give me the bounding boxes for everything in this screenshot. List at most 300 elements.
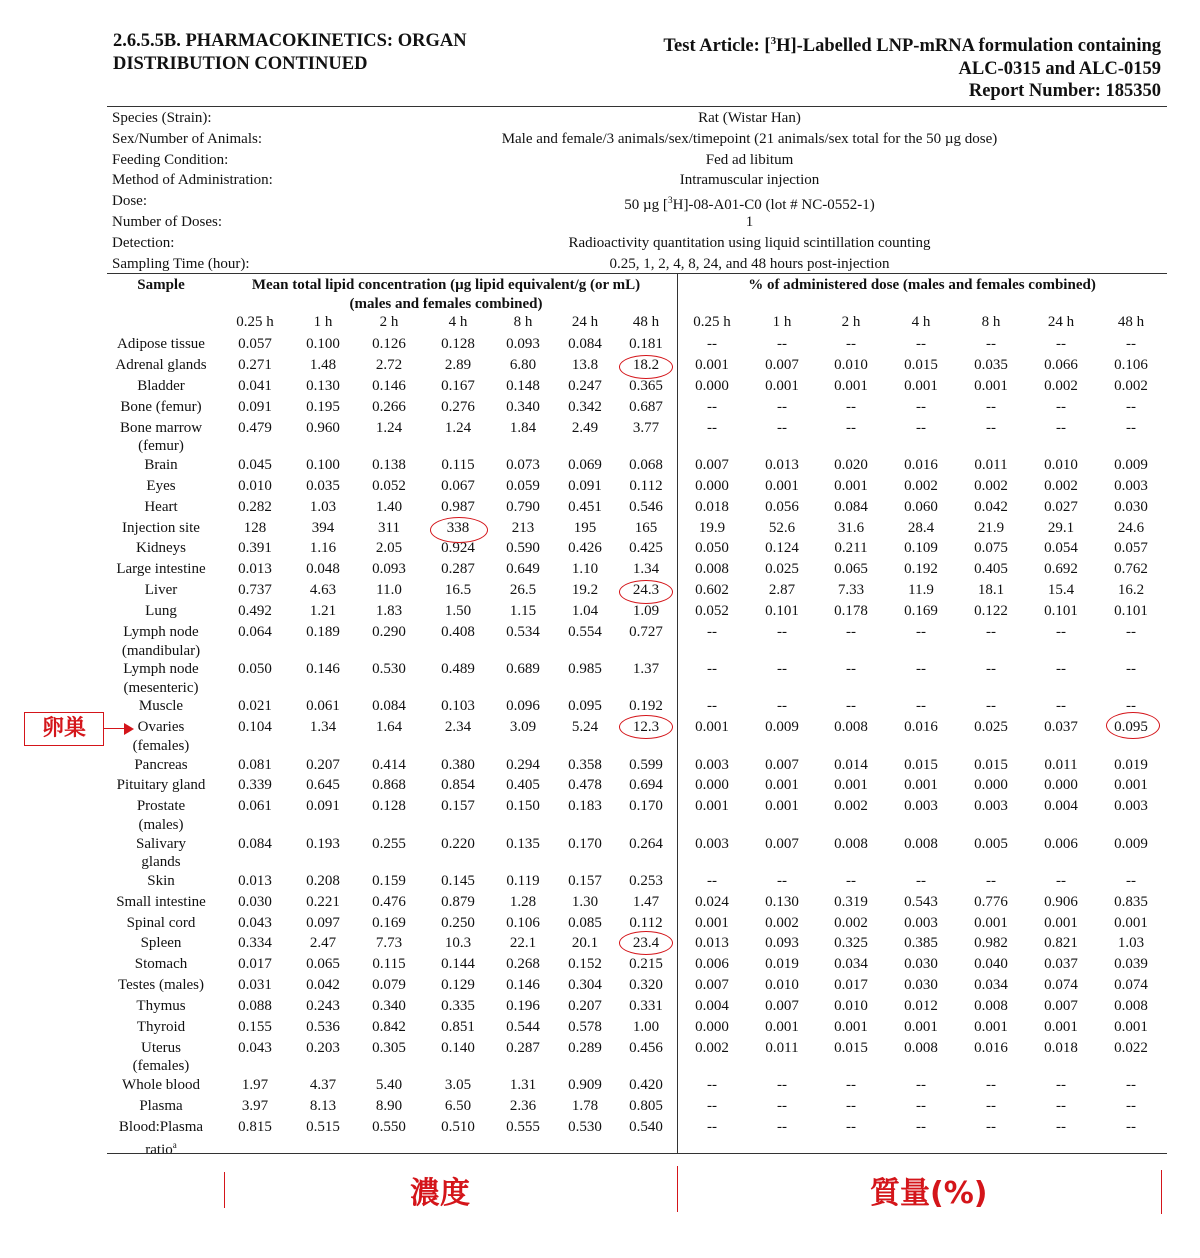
dose-percent-timepoint-header: 0.25 h xyxy=(693,314,731,330)
study-info-label: Sampling Time (hour): xyxy=(112,255,250,272)
concentration-cell: 0.144 xyxy=(441,956,475,973)
concentration-cell: 0.112 xyxy=(629,914,663,931)
dose-percent-cell: -- xyxy=(707,1077,717,1094)
concentration-cell: 0.250 xyxy=(441,914,475,931)
concentration-cell: 0.106 xyxy=(506,914,540,931)
sample-name: Large intestine xyxy=(116,561,206,578)
concentration-cell: 0.140 xyxy=(441,1039,475,1056)
dose-percent-cell: -- xyxy=(777,1118,787,1135)
sample-name: Thymus xyxy=(136,998,186,1015)
concentration-cell: 0.069 xyxy=(568,456,602,473)
dose-percent-cell: 0.040 xyxy=(974,956,1008,973)
dose-percent-cell: 0.001 xyxy=(765,777,799,794)
sample-name: Lymph node (mesenteric) xyxy=(123,661,199,696)
concentration-cell: 394 xyxy=(311,519,335,536)
concentration-cell: 213 xyxy=(511,519,535,536)
dose-percent-cell: 0.060 xyxy=(904,498,938,515)
dose-percent-cell: 0.001 xyxy=(834,1019,868,1035)
dose-percent-cell: -- xyxy=(916,1098,926,1114)
dose-percent-cell: 0.002 xyxy=(834,914,868,931)
dose-percent-cell: 0.192 xyxy=(904,561,938,578)
dose-percent-cell: -- xyxy=(986,1077,996,1094)
dose-percent-cell: 0.009 xyxy=(1114,456,1148,473)
concentration-timepoint-header: 0.25 h xyxy=(236,314,274,330)
dose-percent-cell: 0.004 xyxy=(1044,798,1078,815)
concentration-cell: 0.013 xyxy=(238,561,272,578)
concentration-cell: 5.40 xyxy=(375,1077,403,1094)
section-title-line1: 2.6.5.5B. PHARMACOKINETICS: ORGAN xyxy=(113,31,467,51)
concentration-cell: 0.391 xyxy=(238,540,272,557)
dose-percent-cell: 31.6 xyxy=(837,519,865,536)
concentration-cell: 0.183 xyxy=(568,798,602,815)
dose-percent-cell: 0.101 xyxy=(765,603,799,620)
concentration-cell: 0.290 xyxy=(372,624,406,640)
dose-percent-cell: -- xyxy=(1056,661,1066,678)
dose-percent-cell: 0.054 xyxy=(1044,540,1078,557)
concentration-cell: 1.78 xyxy=(571,1098,599,1114)
sample-name: Testes (males) xyxy=(117,977,204,994)
dose-percent-cell: 0.007 xyxy=(1044,998,1078,1015)
dose-percent-cell: -- xyxy=(777,1077,787,1094)
dose-percent-cell: 0.000 xyxy=(695,1019,729,1035)
concentration-cell: 0.335 xyxy=(441,998,475,1015)
sample-name: Skin xyxy=(147,872,175,889)
dose-percent-cell: 0.821 xyxy=(1044,935,1078,952)
dose-percent-cell: 0.130 xyxy=(765,893,799,910)
concentration-cell: 0.534 xyxy=(506,624,540,640)
dose-percent-cell: 0.001 xyxy=(1114,1019,1148,1035)
dose-percent-cell: 0.056 xyxy=(765,498,799,515)
concentration-cell: 128 xyxy=(243,519,267,536)
sample-name: Brain xyxy=(144,456,178,473)
dose-percent-cell: 0.013 xyxy=(695,935,729,952)
concentration-cell: 0.207 xyxy=(568,998,602,1015)
dose-percent-cell: 0.000 xyxy=(695,377,729,394)
dose-percent-cell: 0.075 xyxy=(974,540,1008,557)
concentration-cell: 195 xyxy=(573,519,597,536)
concentration-cell: 3.09 xyxy=(509,719,537,736)
dose-percent-cell: 0.000 xyxy=(974,777,1008,794)
concentration-cell: 0.266 xyxy=(372,398,406,415)
dose-percent-timepoint-header: 2 h xyxy=(841,314,861,330)
dose-percent-cell: 0.034 xyxy=(974,977,1008,994)
dose-percent-cell: 0.835 xyxy=(1114,893,1148,910)
study-info-value: Radioactivity quantitation using liquid scintillation counting xyxy=(568,234,931,251)
dose-percent-cell: 0.003 xyxy=(974,798,1008,815)
concentration-cell: 0.255 xyxy=(372,835,406,852)
dose-percent-cell: 0.007 xyxy=(695,456,729,473)
dose-percent-cell: 0.003 xyxy=(1114,798,1148,815)
concentration-cell: 2.36 xyxy=(509,1098,537,1114)
dose-percent-cell: 0.122 xyxy=(974,603,1008,620)
concentration-cell: 1.03 xyxy=(309,498,337,515)
dose-percent-cell: 2.87 xyxy=(768,582,796,599)
study-info-value: 50 µg [$^3$H]-08-A01-C0 (lot # NC-0552-1) xyxy=(624,196,875,214)
concentration-cell: 2.47 xyxy=(309,935,337,952)
dose-percent-cell: 0.003 xyxy=(695,756,729,773)
dose-percent-cell: 0.024 xyxy=(695,893,729,910)
dose-percent-cell: 0.001 xyxy=(834,377,868,394)
concentration-cell: 2.49 xyxy=(571,419,599,436)
concentration-cell: 0.119 xyxy=(506,872,540,889)
dose-percent-cell: 0.011 xyxy=(765,1039,799,1056)
sample-name: Lymph node (mandibular) xyxy=(121,624,201,659)
sample-name: Adrenal glands xyxy=(115,356,207,373)
dose-percent-cell: -- xyxy=(707,698,717,715)
concentration-cell: 0.276 xyxy=(441,398,475,415)
concentration-cell: 0.189 xyxy=(306,624,340,640)
dose-percent-cell: 0.001 xyxy=(974,377,1008,394)
dose-percent-cell: 0.405 xyxy=(974,561,1008,578)
sample-name: Muscle xyxy=(138,698,184,715)
dose-percent-cell: 0.009 xyxy=(1114,835,1148,852)
concentration-cell: 0.135 xyxy=(506,835,540,852)
concentration-cell: 0.097 xyxy=(306,914,340,931)
dose-percent-cell: -- xyxy=(916,1077,926,1094)
dose-percent-cell: 0.001 xyxy=(765,377,799,394)
concentration-cell: 2.89 xyxy=(444,356,472,373)
concentration-cell: 0.540 xyxy=(629,1118,663,1135)
concentration-cell: 1.21 xyxy=(309,603,337,620)
dose-percent-cell: -- xyxy=(986,872,996,889)
dose-percent-cell: 0.008 xyxy=(974,998,1008,1015)
concentration-cell: 0.112 xyxy=(629,477,663,494)
dose-percent-cell: 21.9 xyxy=(977,519,1005,536)
concentration-cell: 0.478 xyxy=(568,777,602,794)
dose-percent-cell: 0.066 xyxy=(1044,356,1078,373)
concentration-cell: 1.50 xyxy=(444,603,472,620)
mass-bracket-right xyxy=(1161,1170,1162,1214)
concentration-cell: 5.24 xyxy=(571,719,599,736)
dose-percent-cell: -- xyxy=(846,419,856,436)
dose-percent-cell: 0.385 xyxy=(904,935,938,952)
study-info-value: Fed ad libitum xyxy=(705,151,794,168)
dose-percent-cell: 0.001 xyxy=(1044,914,1078,931)
concentration-cell: 0.167 xyxy=(441,377,475,394)
concentration-cell: 0.085 xyxy=(568,914,602,931)
dose-percent-cell: 0.034 xyxy=(834,956,868,973)
dose-percent-timepoint-header: 4 h xyxy=(911,314,931,330)
concentration-cell: 0.079 xyxy=(372,977,406,994)
dose-percent-cell: -- xyxy=(846,661,856,678)
concentration-cell: 1.47 xyxy=(632,893,660,910)
dose-percent-cell: 0.762 xyxy=(1114,561,1148,578)
concentration-cell: 0.196 xyxy=(506,998,540,1015)
concentration-cell: 0.061 xyxy=(306,698,340,715)
concentration-cell: 0.339 xyxy=(238,777,272,794)
dose-percent-cell: 0.037 xyxy=(1044,956,1078,973)
sample-name: Thyroid xyxy=(136,1019,186,1035)
dose-percent-cell: 0.008 xyxy=(904,1039,938,1056)
dose-percent-cell: -- xyxy=(916,336,926,352)
dose-percent-cell: 0.015 xyxy=(904,356,938,373)
concentration-cell: 0.043 xyxy=(238,1039,272,1056)
concentration-cell: 1.15 xyxy=(509,603,537,620)
concentration-cell: 0.052 xyxy=(372,477,406,494)
dose-percent-cell: 52.6 xyxy=(768,519,796,536)
concentration-cell: 0.057 xyxy=(238,336,272,352)
concentration-cell: 0.510 xyxy=(441,1118,475,1135)
dose-percent-cell: -- xyxy=(846,624,856,640)
dose-percent-cell: 0.027 xyxy=(1044,498,1078,515)
concentration-cell: 0.045 xyxy=(238,456,272,473)
sample-name: Stomach xyxy=(134,956,188,973)
sample-name: Heart xyxy=(144,498,178,515)
dose-percent-cell: -- xyxy=(846,1098,856,1114)
dose-percent-cell: -- xyxy=(1056,698,1066,715)
dose-percent-cell: 0.002 xyxy=(1044,377,1078,394)
concentration-cell: 0.100 xyxy=(306,456,340,473)
dose-percent-cell: -- xyxy=(777,419,787,436)
concentration-cell: 1.83 xyxy=(375,603,403,620)
concentration-cell: 0.096 xyxy=(506,698,540,715)
concentration-cell: 13.8 xyxy=(571,356,599,373)
dose-percent-cell: -- xyxy=(1126,398,1136,415)
concentration-label: 濃度 xyxy=(410,1176,470,1211)
concentration-cell: 0.380 xyxy=(441,756,475,773)
dose-percent-cell: -- xyxy=(1126,1118,1136,1135)
dose-percent-cell: 0.039 xyxy=(1114,956,1148,973)
dose-percent-cell: 7.33 xyxy=(837,582,865,599)
dose-percent-cell: 0.057 xyxy=(1114,540,1148,557)
concentration-cell: 12.3 xyxy=(632,719,660,736)
concentration-cell: 0.146 xyxy=(372,377,406,394)
dose-percent-cell: 0.776 xyxy=(974,893,1008,910)
study-info-label: Number of Doses: xyxy=(112,213,222,230)
concentration-cell: 0.264 xyxy=(629,835,663,852)
dose-percent-cell: 0.001 xyxy=(904,1019,938,1035)
dose-percent-cell: 0.124 xyxy=(765,540,799,557)
dose-percent-cell: 0.002 xyxy=(904,477,938,494)
dose-percent-cell: -- xyxy=(707,419,717,436)
dose-percent-cell: 0.001 xyxy=(695,356,729,373)
concentration-cell: 4.37 xyxy=(309,1077,337,1094)
dose-percent-cell: 16.2 xyxy=(1117,582,1145,599)
dose-percent-cell: 0.010 xyxy=(765,977,799,994)
dose-percent-cell: 0.065 xyxy=(834,561,868,578)
concentration-cell: 0.554 xyxy=(568,624,602,640)
concentration-cell: 0.649 xyxy=(506,561,540,578)
concentration-cell: 0.088 xyxy=(238,998,272,1015)
dose-percent-cell: 0.008 xyxy=(904,835,938,852)
concentration-cell: 0.155 xyxy=(238,1019,272,1035)
concentration-cell: 0.365 xyxy=(629,377,663,394)
concentration-cell: 26.5 xyxy=(509,582,537,599)
dose-percent-cell: 0.074 xyxy=(1044,977,1078,994)
concentration-cell: 1.16 xyxy=(309,540,337,557)
dose-percent-cell: 0.002 xyxy=(765,914,799,931)
dose-percent-cell: 0.030 xyxy=(904,977,938,994)
concentration-cell: 0.476 xyxy=(372,893,406,910)
concentration-cell: 0.287 xyxy=(506,1039,540,1056)
concentration-cell: 0.059 xyxy=(506,477,540,494)
concentration-cell: 0.064 xyxy=(238,624,272,640)
concentration-cell: 0.042 xyxy=(306,977,340,994)
dose-percent-cell: -- xyxy=(777,398,787,415)
concentration-cell: 0.340 xyxy=(506,398,540,415)
dose-percent-cell: 0.002 xyxy=(1114,377,1148,394)
sample-name: Small intestine xyxy=(116,893,206,910)
dose-percent-cell: 0.030 xyxy=(1114,498,1148,515)
concentration-cell: 0.041 xyxy=(238,377,272,394)
dose-percent-cell: 0.906 xyxy=(1044,893,1078,910)
concentration-cell: 0.215 xyxy=(629,956,663,973)
concentration-cell: 0.414 xyxy=(372,756,406,773)
concentration-cell: 0.061 xyxy=(238,798,272,815)
dose-percent-cell: -- xyxy=(986,1118,996,1135)
sample-name: Bone (femur) xyxy=(120,398,202,415)
dose-percent-cell: -- xyxy=(986,624,996,640)
concentration-cell: 2.34 xyxy=(444,719,472,736)
dose-percent-cell: 0.101 xyxy=(1044,603,1078,620)
sample-name: Spinal cord xyxy=(126,914,196,931)
concentration-cell: 11.0 xyxy=(376,582,402,599)
dose-percent-cell: -- xyxy=(1056,398,1066,415)
concentration-cell: 7.73 xyxy=(375,935,403,952)
sample-name: Spleen xyxy=(140,935,182,952)
sample-column-header: Sample xyxy=(137,277,185,293)
dose-percent-cell: -- xyxy=(777,661,787,678)
dose-percent-cell: 0.002 xyxy=(1044,477,1078,494)
concentration-cell: 0.010 xyxy=(238,477,272,494)
concentration-cell: 0.536 xyxy=(306,1019,340,1035)
dose-percent-cell: 0.211 xyxy=(834,540,868,557)
concentration-cell: 1.31 xyxy=(509,1077,537,1094)
dose-percent-cell: 0.011 xyxy=(974,456,1008,473)
dose-percent-cell: -- xyxy=(707,1118,717,1135)
concentration-cell: 0.050 xyxy=(238,661,272,678)
concentration-cell: 0.790 xyxy=(506,498,540,515)
dose-percent-cell: -- xyxy=(1126,336,1136,352)
concentration-cell: 0.030 xyxy=(238,893,272,910)
dose-percent-cell: 0.008 xyxy=(1114,998,1148,1015)
sample-name: Uterus (females) xyxy=(132,1039,190,1075)
concentration-cell: 0.031 xyxy=(238,977,272,994)
study-info-value: Intramuscular injection xyxy=(679,172,820,189)
concentration-cell: 1.97 xyxy=(241,1077,269,1094)
concentration-cell: 0.282 xyxy=(238,498,272,515)
dose-percent-cell: 0.007 xyxy=(765,356,799,373)
study-info-value: Male and female/3 animals/sex/timepoint (21 animals/sex total for the 50 µg dose) xyxy=(501,130,998,147)
dose-percent-cell: 0.692 xyxy=(1044,561,1078,578)
dose-percent-cell: 0.003 xyxy=(904,914,938,931)
concentration-cell: 1.84 xyxy=(509,419,537,436)
dose-percent-cell: 0.003 xyxy=(695,835,729,852)
concentration-cell: 0.100 xyxy=(306,336,340,352)
sample-name: Prostate (males) xyxy=(136,798,186,833)
dose-percent-cell: -- xyxy=(916,1118,926,1135)
dose-percent-cell: 18.1 xyxy=(977,582,1005,599)
dose-percent-cell: 0.007 xyxy=(765,998,799,1015)
dose-percent-cell: 0.025 xyxy=(974,719,1008,736)
dose-percent-cell: -- xyxy=(707,398,717,415)
concentration-cell: 0.035 xyxy=(306,477,340,494)
concentration-cell: 0.451 xyxy=(568,498,602,515)
concentration-cell: 8.90 xyxy=(375,1098,403,1114)
mass-percent-label: 質量(%) xyxy=(870,1176,988,1211)
concentration-cell: 0.207 xyxy=(306,756,340,773)
dose-percent-cell: 0.001 xyxy=(974,1019,1008,1035)
dose-percent-cell: 0.084 xyxy=(834,498,868,515)
dose-percent-cell: 0.030 xyxy=(904,956,938,973)
sample-name: Adipose tissue xyxy=(117,336,205,352)
dose-percent-cell: 0.014 xyxy=(834,756,868,773)
dose-percent-cell: 0.982 xyxy=(974,935,1008,952)
concentration-cell: 0.879 xyxy=(441,893,475,910)
concentration-cell: 0.305 xyxy=(372,1039,406,1056)
dose-percent-cell: 0.169 xyxy=(904,603,938,620)
dose-percent-cell: -- xyxy=(707,336,717,352)
dose-percent-cell: 0.001 xyxy=(974,914,1008,931)
concentration-timepoint-header: 1 h xyxy=(313,314,333,330)
concentration-cell: 0.854 xyxy=(441,777,475,794)
concentration-cell: 18.2 xyxy=(632,356,660,373)
dose-percent-cell: -- xyxy=(846,872,856,889)
dose-percent-cell: 0.008 xyxy=(695,561,729,578)
concentration-cell: 0.193 xyxy=(306,835,340,852)
study-info-label: Dose: xyxy=(112,193,147,210)
concentration-cell: 16.5 xyxy=(444,582,472,599)
study-info-value: 0.25, 1, 2, 4, 8, 24, and 48 hours post-injection xyxy=(609,255,890,272)
concentration-cell: 23.4 xyxy=(632,935,660,952)
concentration-cell: 0.169 xyxy=(372,914,406,931)
concentration-cell: 4.63 xyxy=(309,582,337,599)
study-info-value: Rat (Wistar Han) xyxy=(698,110,801,126)
concentration-cell: 0.408 xyxy=(441,624,475,640)
dose-percent-cell: -- xyxy=(1126,661,1136,678)
dose-percent-cell: -- xyxy=(1126,419,1136,436)
dose-percent-cell: 0.016 xyxy=(904,719,938,736)
dose-percent-cell: 0.001 xyxy=(1044,1019,1078,1035)
concentration-cell: 0.727 xyxy=(629,624,663,640)
dose-percent-cell: -- xyxy=(846,1118,856,1135)
concentration-cell: 0.515 xyxy=(306,1118,340,1135)
concentration-cell: 0.068 xyxy=(629,456,663,473)
dose-percent-cell: 0.011 xyxy=(1044,756,1078,773)
dose-percent-cell: 0.001 xyxy=(695,798,729,815)
concentration-cell: 0.287 xyxy=(441,561,475,578)
concentration-cell: 24.3 xyxy=(632,582,660,599)
dose-percent-cell: 0.106 xyxy=(1114,356,1148,373)
dose-percent-cell: -- xyxy=(1126,1077,1136,1094)
concentration-cell: 0.530 xyxy=(568,1118,602,1135)
concentration-timepoint-header: 4 h xyxy=(448,314,468,330)
concentration-cell: 0.546 xyxy=(629,498,663,515)
sample-name: Ovaries (females) xyxy=(132,719,190,754)
concentration-cell: 0.243 xyxy=(306,998,340,1015)
concentration-cell: 0.924 xyxy=(441,540,475,557)
study-info-label: Feeding Condition: xyxy=(112,151,229,168)
concentration-cell: 0.805 xyxy=(629,1098,663,1114)
concentration-cell: 0.550 xyxy=(372,1118,406,1135)
concentration-cell: 0.095 xyxy=(568,698,602,715)
concentration-cell: 0.091 xyxy=(568,477,602,494)
sample-name: Plasma xyxy=(139,1098,183,1114)
concentration-timepoint-header: 8 h xyxy=(513,314,533,330)
concentration-cell: 0.093 xyxy=(372,561,406,578)
dose-percent-cell: 0.001 xyxy=(1114,777,1148,794)
concentration-cell: 1.30 xyxy=(571,893,599,910)
dose-percent-cell: 29.1 xyxy=(1047,519,1075,536)
dose-percent-cell: -- xyxy=(916,398,926,415)
dose-percent-cell: 0.001 xyxy=(765,1019,799,1035)
dose-percent-cell: 0.013 xyxy=(765,456,799,473)
dose-percent-cell: 0.003 xyxy=(1114,477,1148,494)
concentration-cell: 165 xyxy=(634,519,658,536)
dose-percent-cell: -- xyxy=(777,336,787,352)
report-number: Report Number: 185350 xyxy=(968,81,1161,102)
dose-percent-cell: 0.042 xyxy=(974,498,1008,515)
